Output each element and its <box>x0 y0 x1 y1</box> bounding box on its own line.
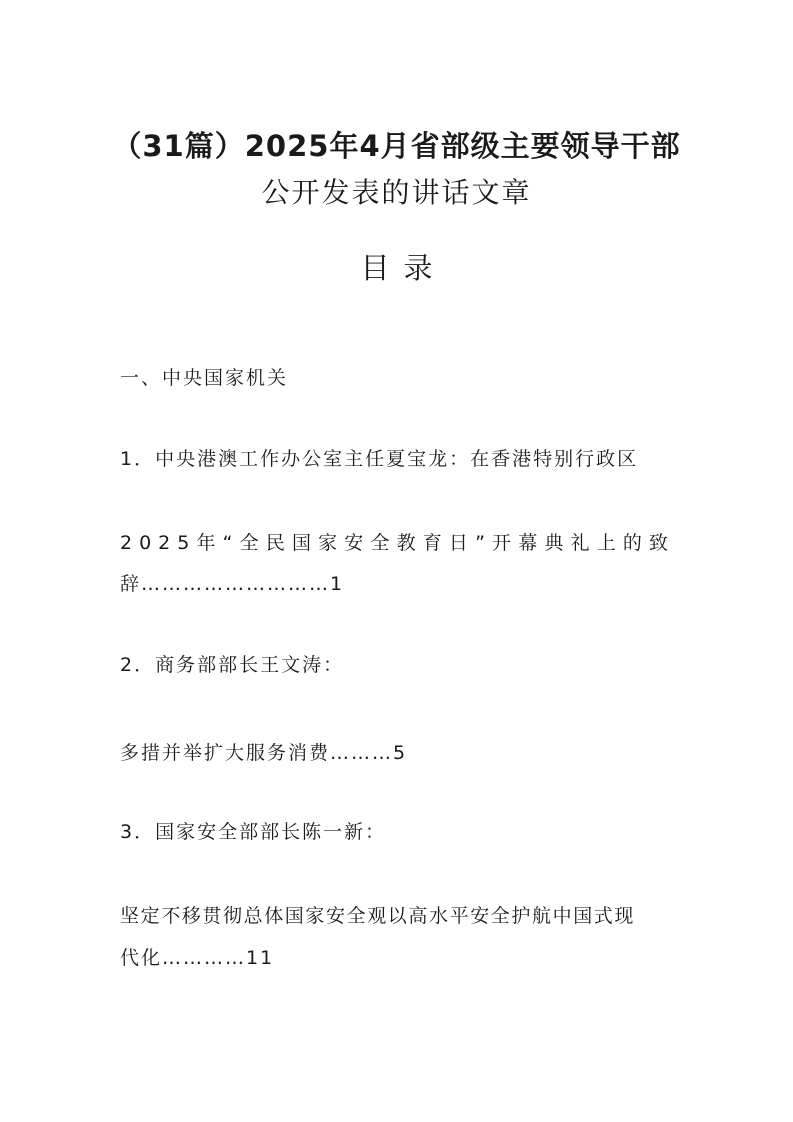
toc-item-1-speaker: 1．中央港澳工作办公室主任夏宝龙：在香港特别行政区 <box>120 448 639 470</box>
document-title-line-1: （31篇）2025年4月省部级主要领导干部 <box>112 129 681 163</box>
toc-item-1-title-line-2: 辞………………………1 <box>120 573 345 595</box>
toc-item-3-title-line-1: 坚定不移贯彻总体国家安全观以高水平安全护航中国式现 <box>120 905 636 927</box>
table-of-contents-heading: 目录 <box>360 251 447 285</box>
section-heading-central-organs: 一、中央国家机关 <box>120 367 289 389</box>
toc-item-3-speaker: 3．国家安全部部长陈一新： <box>120 821 387 843</box>
toc-item-2-title: 多措并举扩大服务消费………5 <box>120 742 408 764</box>
toc-item-1-title-line-1: 2025年“全民国家安全教育日”开幕典礼上的致 <box>120 532 675 554</box>
toc-item-2-speaker: 2．商务部部长王文涛： <box>120 654 345 676</box>
document-title-line-2: 公开发表的讲话文章 <box>261 176 532 209</box>
toc-item-3-title-line-2: 代化…………11 <box>120 947 275 969</box>
